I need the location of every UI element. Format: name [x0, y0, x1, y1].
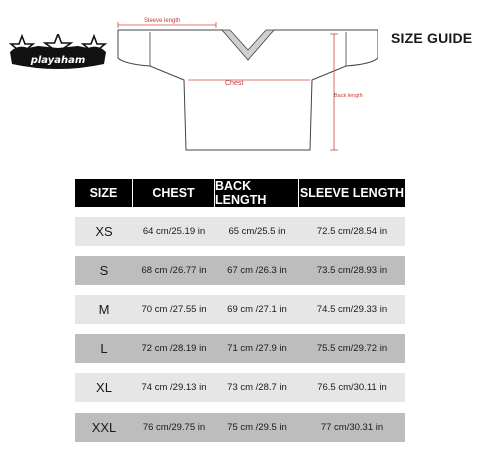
back-length-cell: 69 cm /27.1 in — [227, 304, 287, 315]
sleeve-length-cell: 74.5 cm/29.33 in — [316, 304, 388, 315]
size-cell: L — [100, 341, 108, 356]
header-chest: CHEST — [133, 179, 215, 207]
table-header — [75, 179, 405, 207]
table-row — [75, 334, 405, 363]
sleeve-length-cell: 75.5 cm/29.72 in — [316, 343, 388, 354]
table-row — [75, 373, 405, 402]
sleeve-length-cell: 72.5 cm/28.54 in — [316, 226, 388, 237]
size-cell: M — [98, 302, 110, 317]
back-length-cell: 67 cm /26.3 in — [227, 265, 287, 276]
brand-logo-graphic — [8, 34, 108, 72]
jersey-outline — [110, 14, 378, 164]
brand-logo-text: playaham — [30, 55, 86, 66]
table-row — [75, 217, 405, 246]
size-cell: XL — [96, 380, 112, 395]
chest-label: Chest — [225, 80, 244, 87]
sleeve-length-label: Sleeve length — [144, 18, 181, 24]
sleeve-length-cell: 77 cm/30.31 in — [320, 422, 384, 433]
header-sleeve-length: SLEEVE LENGTH — [299, 186, 405, 200]
chest-cell: 76 cm/29.75 in — [142, 422, 206, 433]
table-row — [75, 256, 405, 285]
table-row — [75, 413, 405, 442]
back-length-cell: 75 cm /29.5 in — [227, 422, 287, 433]
size-cell: XXL — [91, 420, 117, 435]
sleeve-length-cell: 76.5 cm/30.11 in — [317, 382, 387, 393]
header-size: SIZE — [75, 179, 133, 207]
chest-cell: 68 cm /26.77 in — [141, 265, 207, 276]
table-row — [75, 295, 405, 324]
page-title: SIZE GUIDE — [391, 30, 473, 46]
size-cell: XS — [95, 224, 113, 239]
chest-cell: 72 cm /28.19 in — [141, 343, 207, 354]
header-back-length: BACK LENGTH — [215, 179, 299, 207]
chest-cell: 74 cm /29.13 in — [141, 382, 207, 393]
back-length-cell: 73 cm /28.7 in — [227, 382, 287, 393]
back-length-cell: 71 cm /27.9 in — [227, 343, 287, 354]
back-length-label: Back length — [334, 93, 363, 99]
brand-logo — [8, 34, 108, 72]
sleeve-length-cell: 73.5 cm/28.93 in — [316, 265, 388, 276]
chest-cell: 70 cm /27.55 in — [141, 304, 207, 315]
size-cell: S — [99, 263, 109, 278]
back-length-cell: 65 cm/25.5 in — [228, 226, 286, 237]
jersey-diagram — [110, 14, 378, 164]
chest-cell: 64 cm/25.19 in — [142, 226, 206, 237]
